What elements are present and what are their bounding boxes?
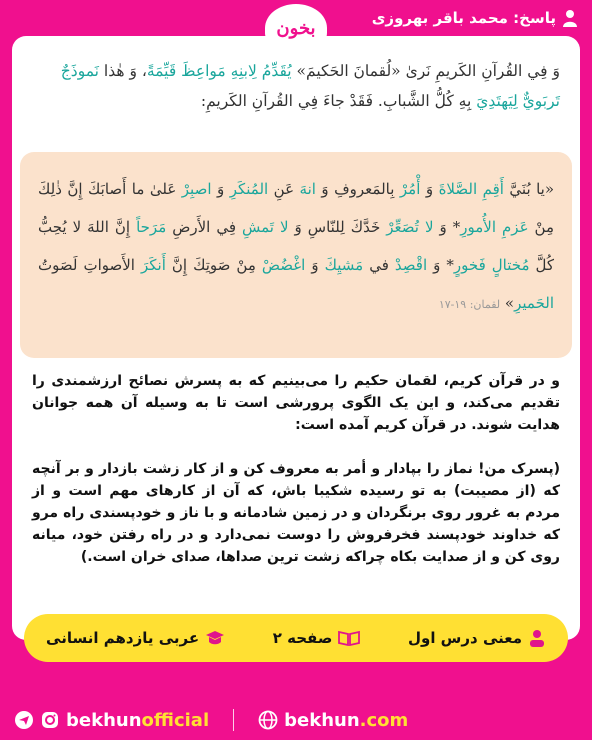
arabic-intro [32, 56, 560, 116]
student-icon [528, 629, 546, 647]
verse-text: وَ [420, 180, 439, 198]
content-card [12, 36, 580, 640]
verse-text: خَدَّكَ لِلنّاسِ وَ [288, 218, 387, 236]
telegram-icon[interactable] [14, 710, 34, 730]
verse-highlight: لا تَمشِ [242, 218, 289, 236]
instagram-icon[interactable] [40, 710, 60, 730]
footer [0, 700, 592, 740]
verse-text: عَلىٰ ما أَصابَكَ إِنَّ ذٰلِكَ مِنْ [38, 180, 554, 236]
verse-text: بِالمَعروفِ وَ [315, 180, 400, 198]
verse-text: * وَ [427, 256, 454, 274]
verse-highlight: انهَ [299, 180, 316, 198]
verse-highlight: الحَميرِ [514, 294, 554, 312]
website-text[interactable]: bekhun [284, 709, 360, 731]
graduation-cap-icon [205, 630, 225, 646]
verse-highlight: اصبِرْ [181, 180, 212, 198]
bekhun-logo [265, 4, 327, 52]
book-label: عربی یازدهم انسانی [46, 629, 200, 647]
verse-highlight: مَشيِكَ [324, 256, 364, 274]
verse-highlight: أَقِمِ الصَّلاةَ [438, 180, 504, 198]
open-book-icon [338, 630, 360, 646]
answer-author: پاسخ: محمد باقر بهروزی [371, 9, 556, 27]
verse-text: «يا بُنَيَّ [503, 180, 555, 198]
verse-text: وَ [305, 256, 325, 274]
intro-text: ، وَ هٰذا [98, 62, 147, 80]
verse-highlight: اغْضُضْ [261, 256, 306, 274]
globe-icon[interactable] [258, 710, 278, 730]
website-link[interactable] [258, 710, 408, 731]
verse-text: وَ [211, 180, 230, 198]
verse-highlight: أَنکَرَ [140, 256, 166, 274]
verse-highlight: عَزمِ الأُمورِ [460, 218, 529, 236]
user-icon [562, 9, 578, 27]
footer-divider [233, 709, 234, 731]
handle-text-suffix[interactable]: official [141, 709, 210, 731]
book-title [46, 629, 225, 647]
handle-text[interactable]: bekhun [66, 709, 142, 731]
verse-highlight: اقْصِدْ [394, 256, 428, 274]
intro-highlight: نَموذَجٌ تَربَويٌّ لِيَهتَدِيَ [60, 62, 560, 110]
verse-highlight: مُختالٍ فَخورٍ [453, 256, 530, 274]
verse-text: فِي الأَرضِ [166, 218, 243, 236]
intro-text: بِهِ کُلُّ الشَّبابِ. فَقَدْ جاءَ فِي القُرآنِ الکَريمِ: [200, 92, 477, 110]
lesson-label: معنی درس اول [407, 629, 522, 647]
verse-text: » [500, 294, 515, 312]
verse-highlight: المُنکَرِ [229, 180, 269, 198]
intro-highlight: يُقَدِّمُ لِابنِهِ مَواعِظَ قَيِّمَةً [146, 62, 292, 80]
translation-paragraph-verse: (پسرک من! نماز را بپادار و أمر به معروف کن و از کار زشت بازدار و بر آنچه که (از مصیبت) به تو رسیده شکیبا باش، که آن از کارهای مهم است و از مردم به غرور روی برنگردان و در زمین شادمانه و با ناز و خودپسندی راه مرو که خداوند خودپسند فخرفروش را دوست نمی‌دارد و در راه رفتن خود، میانه روی کن و از صدایت بکاه چراکه زشت ترین صداها، صدای خران است.) [32, 461, 560, 565]
social-handle[interactable] [14, 710, 209, 731]
verse-text: إِنَّ اللهَ لا يُحِبُّ کُلَّ [38, 218, 555, 274]
intro-text: وَ فِي القُرآنِ الکَريمِ نَرىٰ «لُقمانَ الحَکيمَ» [291, 62, 560, 80]
website-text-suffix[interactable]: .com [359, 709, 409, 731]
page-number [273, 629, 361, 647]
persian-translation [32, 370, 560, 590]
lesson-title [408, 629, 546, 647]
verse-highlight: لا تُصَعِّرْ [386, 218, 434, 236]
verse-text: الأَصواتِ لَصَوتُ [38, 256, 141, 274]
verse-text: عَنِ [268, 180, 300, 198]
verse-highlight: مَرَحاً [136, 218, 167, 236]
verse-text: مِنْ صَوتِكَ إِنَّ [165, 256, 262, 274]
verse-text: في [363, 256, 395, 274]
verse-highlight: أْمُرْ [399, 180, 421, 198]
translation-paragraph-intro: و در قرآن کریم، لقمان حکیم را می‌بینیم که به پسرش نصائح ارزشمندی را تقدیم می‌کند، و این یک الگوی پرورشی است تا به وسیله آن همه جوانان هدایت شوند. در قرآن کریم آمده است: [32, 373, 560, 433]
logo-text: بخون [276, 17, 316, 39]
verse-text: * وَ [433, 218, 461, 236]
lesson-info-bar [24, 614, 568, 662]
quran-verse-box [20, 152, 572, 358]
page-label: صفحه ۲ [272, 629, 333, 647]
verse-reference: لقمان: ۱۹-۱۷ [438, 298, 501, 311]
